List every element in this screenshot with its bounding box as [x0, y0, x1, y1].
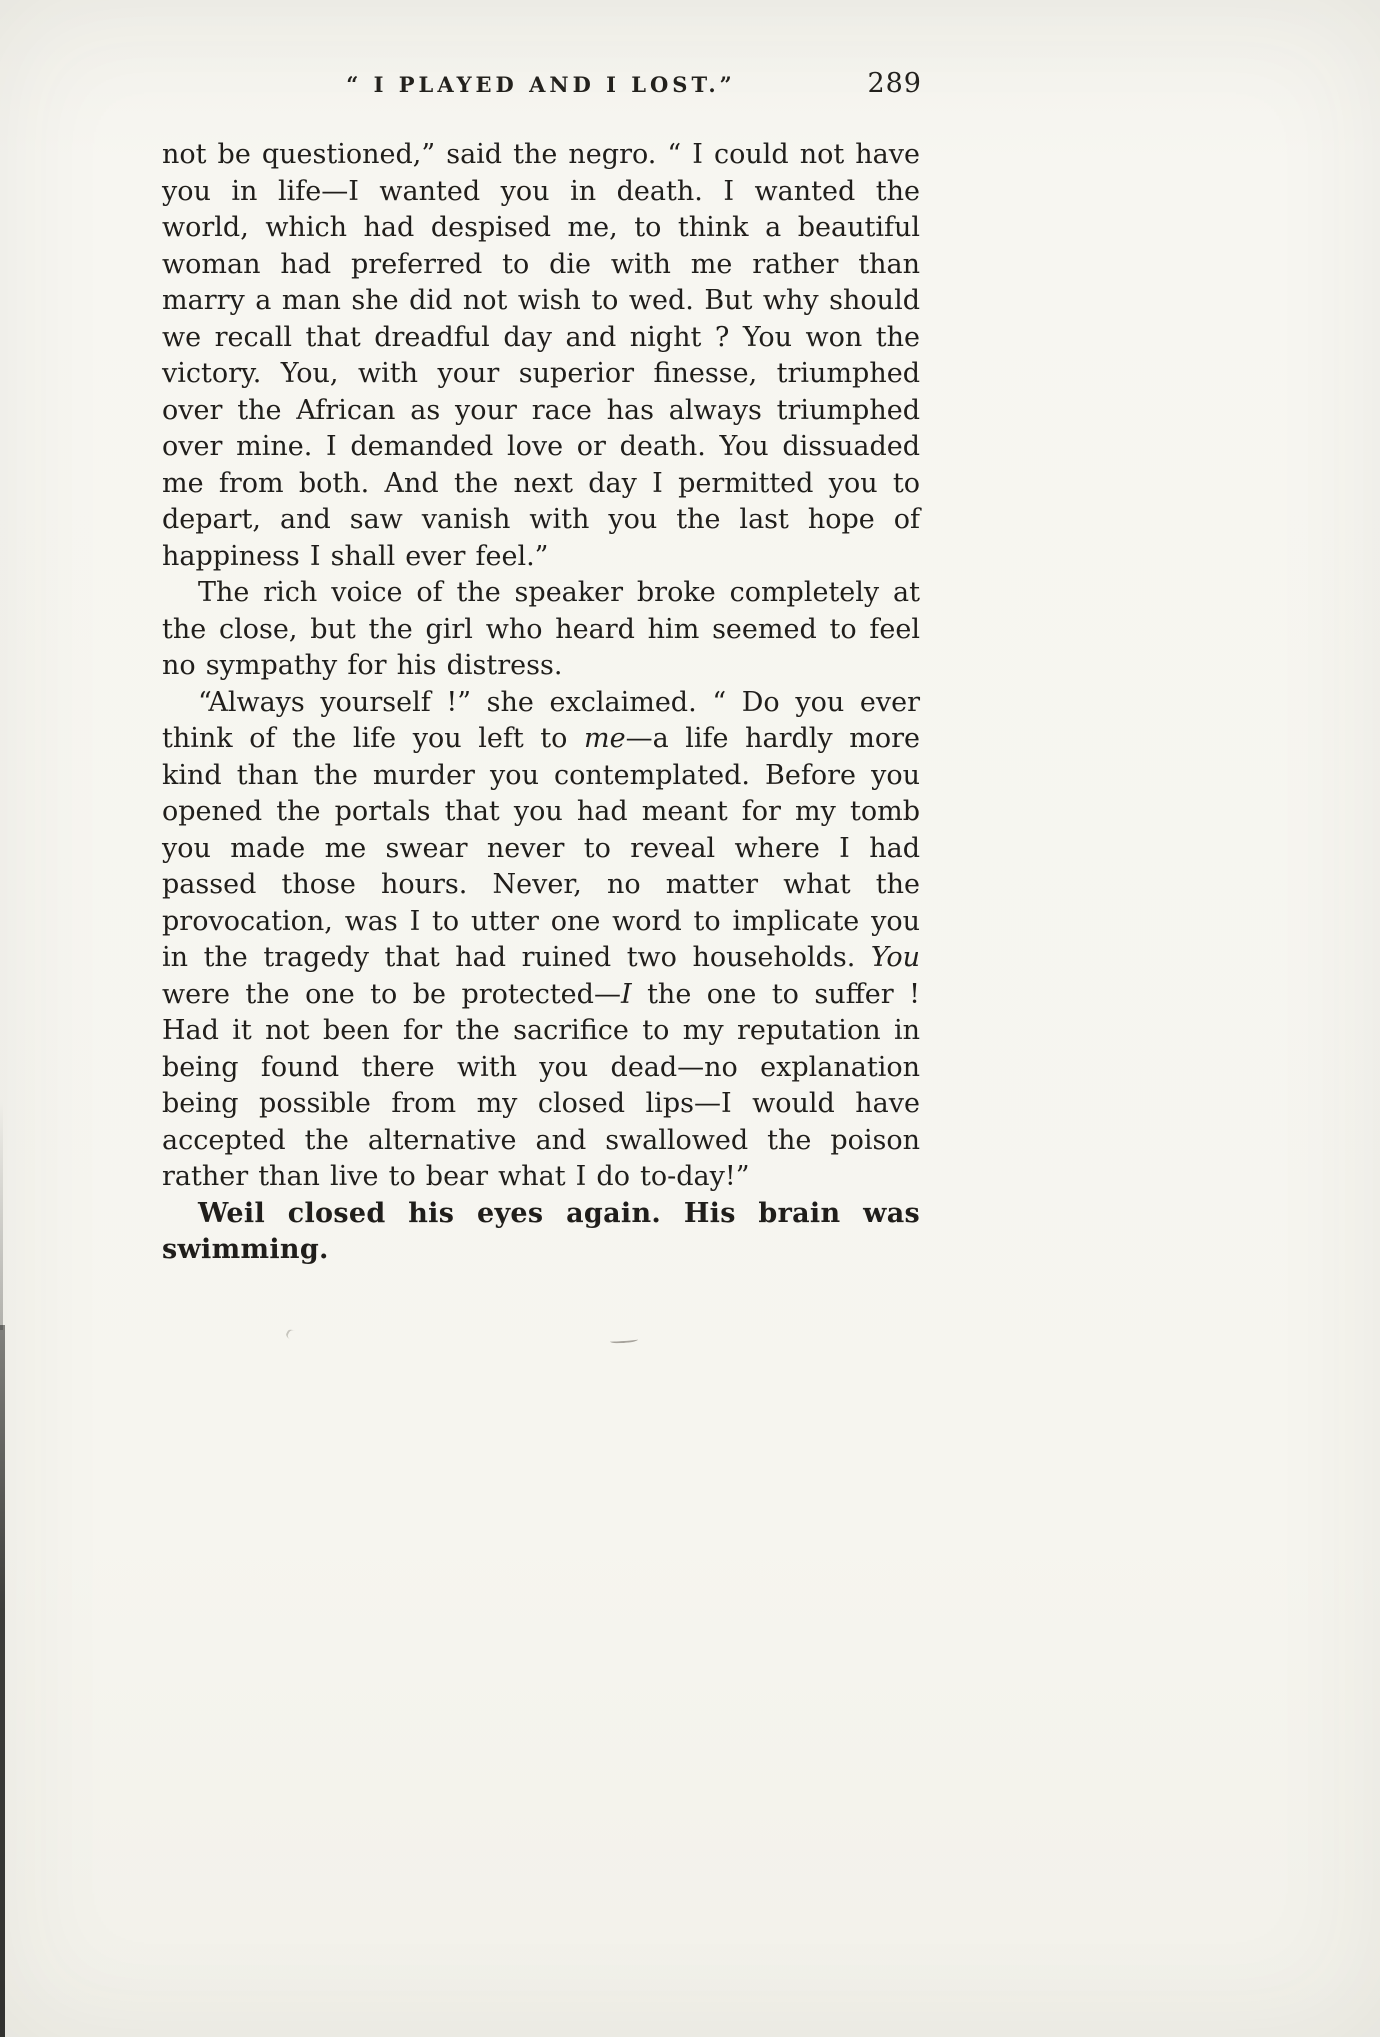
scan-edge-shadow	[0, 1100, 3, 1330]
text-segment: “Always yourself !” she exclaimed. “ Do you ever think of the life you left to	[162, 686, 920, 754]
text-segment: not be questioned,” said the negro. “ I could not have you in life—I wanted you in death. I wanted the world, which had despised me, to think a beautiful woman had preferred to die with me rather than marry a man she did not wish to wed. But why should we recall that dreadful day and night ? You won the victory. You, with your superior finesse, triumphed over the African as your race has always triumphed over mine. I demanded love or death. You dissuaded me from both. And the next day I permitted you to depart, and saw vanish with you the last hope of happiness I shall ever feel.”	[162, 139, 920, 572]
scan-edge-line	[0, 1325, 5, 2037]
paragraph	[162, 137, 920, 575]
paragraph	[162, 1196, 920, 1269]
paragraph	[162, 685, 920, 1196]
page-text	[162, 137, 920, 1269]
paragraph	[162, 575, 920, 685]
text-segment: Weil closed his eyes again. His brain was swimming.	[162, 1197, 920, 1265]
italic-text-segment: me	[583, 723, 626, 754]
scan-artifact-mark	[285, 1328, 304, 1344]
text-segment: the one to suffer ! Had it not been for the sacrifice to my reputation in being found there with you dead—no explanation being possible from my closed lips—I would have accepted the alternative and swallowed the poison rather than live to bear what I do to-day!”	[162, 978, 920, 1192]
italic-text-segment: I	[620, 978, 632, 1010]
text-segment: were the one to be protected—	[162, 978, 621, 1010]
text-segment: The rich voice of the speaker broke completely at the close, but the girl who heard him seemed to feel no sympathy for his distress.	[162, 577, 920, 681]
scan-artifact-mark	[610, 1337, 638, 1344]
running-header	[162, 68, 922, 106]
running-header-title: “ I PLAYED AND I LOST.”	[346, 72, 736, 97]
page-number: 289	[867, 68, 922, 99]
text-segment: —a life hardly more kind than the murder you contemplated. Before you opened the portals that you had meant for my tomb you made me swear never to reveal where I had passed those hours. Never, no matter what the provocation, was I to utter one word to implicate you in the tragedy that had ruined two households.	[162, 723, 920, 973]
italic-text-segment: You	[870, 942, 920, 973]
